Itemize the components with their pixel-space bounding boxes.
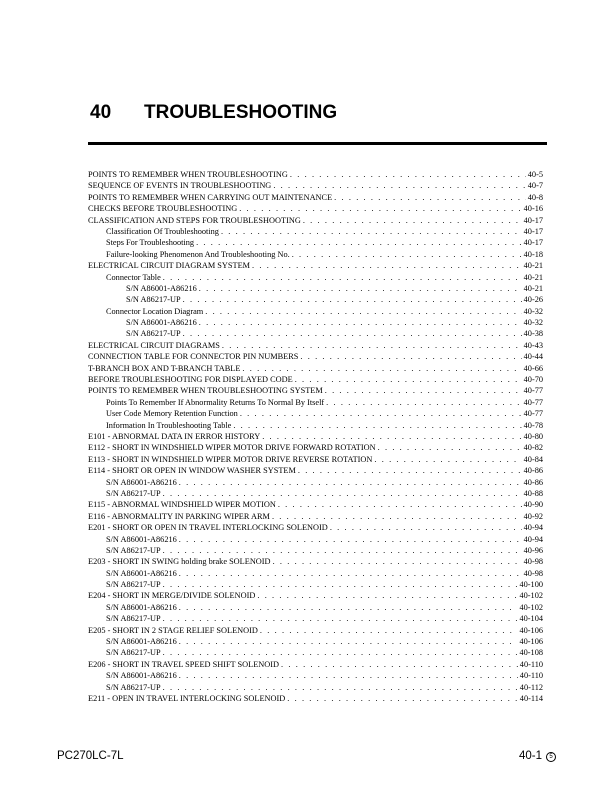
toc-entry-title: ELECTRICAL CIRCUIT DIAGRAM SYSTEM (88, 261, 251, 271)
toc-entry-page: 40-108 (519, 648, 543, 658)
toc-entry[interactable] (88, 431, 543, 442)
toc-entry-page: 40-77 (523, 409, 543, 419)
toc-dot-leader (281, 659, 518, 670)
toc-entry[interactable] (88, 340, 543, 351)
toc-dot-leader (179, 602, 518, 613)
toc-entry-page: 40-98 (523, 568, 543, 578)
revision-badge: 5 (546, 752, 556, 762)
toc-entry[interactable] (88, 260, 543, 271)
toc-entry-title: Connector Location Diagram (106, 306, 204, 316)
toc-entry-page: 40-92 (523, 511, 543, 521)
toc-entry[interactable] (88, 351, 543, 362)
toc-entry[interactable] (88, 465, 543, 476)
toc-entry-page: 40-80 (523, 431, 543, 441)
toc-dot-leader (179, 670, 518, 681)
toc-dot-leader (326, 397, 521, 408)
toc-entry-title: POINTS TO REMEMBER WHEN TROUBLESHOOTING SYSTEM (88, 386, 323, 396)
toc-entry[interactable] (88, 556, 543, 567)
toc-entry[interactable] (88, 374, 543, 385)
toc-dot-leader (298, 465, 522, 476)
toc-entry-page: 40-102 (519, 602, 543, 612)
toc-dot-leader (239, 203, 521, 214)
toc-entry[interactable] (88, 397, 543, 408)
toc-dot-leader (179, 568, 522, 579)
toc-dot-leader (163, 488, 522, 499)
toc-entry-title: S/N A86001-A86216 (106, 637, 177, 647)
toc-entry-title: E112 - SHORT IN WINDSHIELD WIPER MOTOR DRIVE FORWARD ROTATION (88, 443, 376, 453)
toc-entry-title: S/N A86217-UP (106, 488, 161, 498)
toc-entry-title: S/N A86217-UP (106, 580, 161, 590)
toc-dot-leader (273, 180, 525, 191)
toc-entry-page: 40-18 (523, 249, 543, 259)
toc-entry-page: 40-17 (523, 226, 543, 236)
toc-dot-leader (179, 636, 518, 647)
chapter-number: 40 (90, 102, 112, 123)
toc-entry[interactable] (88, 442, 543, 453)
toc-dot-leader (334, 192, 526, 203)
toc-dot-leader (325, 385, 522, 396)
toc-entry[interactable] (88, 237, 543, 248)
toc-entry-page: 40-21 (523, 272, 543, 282)
toc-entry[interactable] (88, 511, 543, 522)
toc-entry-title: S/N A86001-A86216 (106, 477, 177, 487)
toc-entry-page: 40-102 (519, 591, 543, 601)
toc-entry-title: S/N A86217-UP (126, 295, 181, 305)
toc-entry-page: 40-82 (523, 443, 543, 453)
toc-entry-page: 40-66 (523, 363, 543, 373)
toc-entry[interactable] (88, 522, 543, 533)
toc-entry-page: 40-98 (523, 557, 543, 567)
toc-entry-page: 40-96 (523, 545, 543, 555)
footer-page: 40-1 (518, 750, 542, 762)
toc-entry[interactable] (88, 328, 543, 339)
toc-entry-title: E114 - SHORT OR OPEN IN WINDOW WASHER SYSTEM (88, 466, 296, 476)
toc-entry[interactable] (88, 590, 543, 601)
toc-entry-page: 40-84 (523, 454, 543, 464)
toc-entry-title: CHECKS BEFORE TROUBLESHOOTING (88, 204, 238, 214)
toc-entry-title: POINTS TO REMEMBER WHEN TROUBLESHOOTING (88, 170, 288, 179)
toc-entry-title: S/N A86001-A86216 (106, 671, 177, 681)
toc-entry[interactable] (88, 477, 543, 488)
toc-dot-leader (196, 237, 522, 248)
toc-entry-title: E206 - SHORT IN TRAVEL SPEED SHIFT SOLENOID (88, 659, 280, 669)
toc-entry-title: E201 - SHORT OR OPEN IN TRAVEL INTERLOCKING SOLENOID (88, 523, 328, 533)
toc-entry-title: CONNECTION TABLE FOR CONNECTOR PIN NUMBERS (88, 352, 299, 362)
toc-entry[interactable] (88, 408, 543, 419)
toc-entry-title: E205 - SHORT IN 2 STAGE RELIEF SOLENOID (88, 625, 258, 635)
toc-entry-page: 40-86 (523, 466, 543, 476)
toc-entry[interactable] (88, 317, 543, 328)
toc-entry-title: E211 - OPEN IN TRAVEL INTERLOCKING SOLENOID (88, 693, 286, 703)
toc-dot-leader (240, 408, 522, 419)
toc-dot-leader (183, 294, 522, 305)
toc-entry[interactable] (88, 169, 543, 180)
toc-entry-title: S/N A86217-UP (106, 682, 161, 692)
toc-entry-page: 40-26 (523, 295, 543, 305)
toc-entry-page: 40-21 (523, 283, 543, 293)
toc-entry-title: E113 - SHORT IN WINDSHIELD WIPER MOTOR DRIVE REVERSE ROTATION (88, 454, 373, 464)
toc-entry-title: S/N A86217-UP (106, 614, 161, 624)
toc-entry[interactable] (88, 488, 543, 499)
heading-rule (88, 142, 547, 145)
toc-entry-title: S/N A86217-UP (126, 329, 181, 339)
toc-dot-leader (199, 283, 522, 294)
toc-entry-page: 40-32 (523, 318, 543, 328)
toc-entry-title: S/N A86217-UP (106, 545, 161, 555)
toc-dot-leader (233, 420, 521, 431)
toc-dot-leader (163, 613, 518, 624)
toc-entry-title: E204 - SHORT IN MERGE/DIVIDE SOLENOID (88, 591, 256, 601)
toc-entry-page: 40-16 (523, 204, 543, 214)
toc-entry[interactable] (88, 226, 543, 237)
toc-dot-leader (163, 545, 522, 556)
toc-dot-leader (272, 511, 522, 522)
toc-entry-title: Classification Of Troubleshooting (106, 226, 219, 236)
toc-dot-leader (262, 431, 521, 442)
footer-model: PC270LC-7L (57, 750, 124, 762)
toc-entry-title: E116 - ABNORMALITY IN PARKING WIPER ARM (88, 511, 270, 521)
toc-entry-title: ELECTRICAL CIRCUIT DIAGRAMS (88, 340, 220, 350)
toc-entry-title: S/N A86001-A86216 (106, 602, 177, 612)
toc-entry[interactable] (88, 613, 543, 624)
toc-entry[interactable] (88, 568, 543, 579)
toc-entry[interactable] (88, 306, 543, 317)
toc-dot-leader (163, 682, 518, 693)
toc-dot-leader (179, 534, 522, 545)
toc-entry[interactable] (88, 294, 543, 305)
toc-entry[interactable] (88, 192, 543, 203)
toc-entry-title: S/N A86001-A86216 (126, 318, 197, 328)
toc-entry-page: 40-78 (523, 420, 543, 430)
toc-entry[interactable] (88, 670, 543, 681)
toc-dot-leader (163, 579, 518, 590)
toc-entry-title: S/N A86217-UP (106, 648, 161, 658)
toc-entry-page: 40-110 (519, 659, 543, 669)
toc-entry-page: 40-94 (523, 523, 543, 533)
toc-entry[interactable] (88, 363, 543, 374)
toc-entry[interactable] (88, 545, 543, 556)
toc-entry-page: 40-5 (527, 170, 543, 179)
toc-dot-leader (303, 215, 522, 226)
chapter-heading (90, 102, 337, 124)
toc-entry[interactable] (88, 454, 543, 465)
footer-page-number (519, 750, 556, 762)
toc-entry[interactable] (88, 647, 543, 658)
toc-dot-leader (295, 374, 522, 385)
toc-dot-leader (260, 625, 518, 636)
toc-dot-leader (257, 590, 517, 601)
toc-entry[interactable] (88, 385, 543, 396)
toc-entry-title: E101 - ABNORMAL DATA IN ERROR HISTORY (88, 431, 261, 441)
toc-entry-title: Connector Table (106, 272, 161, 282)
toc-entry-page: 40-110 (519, 671, 543, 681)
toc-entry-page: 40-17 (523, 238, 543, 248)
toc-entry-title: Failure-looking Phenomenon And Troubleshooting No. (106, 249, 290, 259)
toc-entry-page: 40-77 (523, 386, 543, 396)
toc-entry-page: 40-104 (519, 614, 543, 624)
toc-dot-leader (292, 249, 522, 260)
toc-dot-leader (252, 260, 522, 271)
toc-dot-leader (290, 169, 526, 180)
toc-dot-leader (242, 363, 521, 374)
toc-dot-leader (378, 442, 522, 453)
toc-entry[interactable] (88, 636, 543, 647)
toc-entry-title: Points To Remember If Abnormality Returns To Normal By Itself (106, 397, 325, 407)
toc-entry-title: Information In Troubleshooting Table (106, 420, 232, 430)
toc-dot-leader (287, 693, 518, 704)
toc-entry-page: 40-7 (527, 181, 543, 191)
toc-entry[interactable] (88, 534, 543, 545)
toc-entry-page: 40-106 (519, 637, 543, 647)
toc-entry-title: S/N A86001-A86216 (126, 283, 197, 293)
toc-entry-title: T-BRANCH BOX AND T-BRANCH TABLE (88, 363, 241, 373)
toc-entry-page: 40-43 (523, 340, 543, 350)
toc-entry-title: Steps For Troubleshooting (106, 238, 195, 248)
toc-entry[interactable] (88, 499, 543, 510)
toc-dot-leader (163, 647, 518, 658)
toc-entry-page: 40-44 (523, 352, 543, 362)
toc-entry[interactable] (88, 682, 543, 693)
toc-entry[interactable] (88, 272, 543, 283)
toc-entry[interactable] (88, 180, 543, 191)
toc-entry-page: 40-88 (523, 488, 543, 498)
chapter-title: TROUBLESHOOTING (144, 102, 338, 123)
toc-entry-title: SEQUENCE OF EVENTS IN TROUBLESHOOTING (88, 181, 272, 191)
toc-entry-page: 40-90 (523, 500, 543, 510)
toc-entry[interactable] (88, 203, 543, 214)
toc-dot-leader (205, 306, 521, 317)
toc-entry-page: 40-100 (519, 580, 543, 590)
toc-dot-leader (199, 317, 522, 328)
toc-entry-page: 40-21 (523, 261, 543, 271)
toc-entry-page: 40-77 (523, 397, 543, 407)
toc-entry-page: 40-17 (523, 215, 543, 225)
toc-entry-title: S/N A86001-A86216 (106, 568, 177, 578)
toc-entry[interactable] (88, 625, 543, 636)
toc-entry-page: 40-106 (519, 625, 543, 635)
toc-dot-leader (183, 328, 522, 339)
toc-entry-title: POINTS TO REMEMBER WHEN CARRYING OUT MAINTENANCE (88, 192, 333, 202)
toc-entry-page: 40-112 (519, 682, 543, 692)
toc-entry-page: 40-70 (523, 375, 543, 385)
toc-entry-title: User Code Memory Retention Function (106, 409, 238, 419)
toc-entry[interactable] (88, 602, 543, 613)
toc-dot-leader (273, 556, 522, 567)
toc-dot-leader (221, 226, 522, 237)
toc-entry-title: E203 - SHORT IN SWING holding brake SOLENOID (88, 557, 271, 567)
toc-entry[interactable] (88, 215, 543, 226)
toc-entry-title: CLASSIFICATION AND STEPS FOR TROUBLESHOOTING (88, 215, 301, 225)
toc-dot-leader (300, 351, 521, 362)
toc-entry[interactable] (88, 579, 543, 590)
toc-entry-page: 40-32 (523, 306, 543, 316)
toc-entry[interactable] (88, 420, 543, 431)
toc-entry-page: 40-86 (523, 477, 543, 487)
toc-entry[interactable] (88, 283, 543, 294)
toc-entry-title: S/N A86001-A86216 (106, 534, 177, 544)
toc-entry[interactable] (88, 659, 543, 670)
toc-dot-leader (179, 477, 522, 488)
toc-entry[interactable] (88, 249, 543, 260)
toc-dot-leader (330, 522, 522, 533)
toc-entry-page: 40-94 (523, 534, 543, 544)
toc-entry-page: 40-38 (523, 329, 543, 339)
toc-dot-leader (374, 454, 521, 465)
table-of-contents (88, 169, 543, 704)
toc-dot-leader (278, 499, 522, 510)
toc-entry-page: 40-114 (519, 693, 543, 703)
toc-dot-leader (222, 340, 522, 351)
toc-entry-title: E115 - ABNORMAL WINDSHIELD WIPER MOTION (88, 500, 276, 510)
toc-entry-page: 40-8 (527, 192, 543, 202)
toc-entry-title: BEFORE TROUBLESHOOTING FOR DISPLAYED CODE (88, 375, 293, 385)
toc-entry[interactable] (88, 693, 543, 704)
toc-dot-leader (163, 272, 522, 283)
